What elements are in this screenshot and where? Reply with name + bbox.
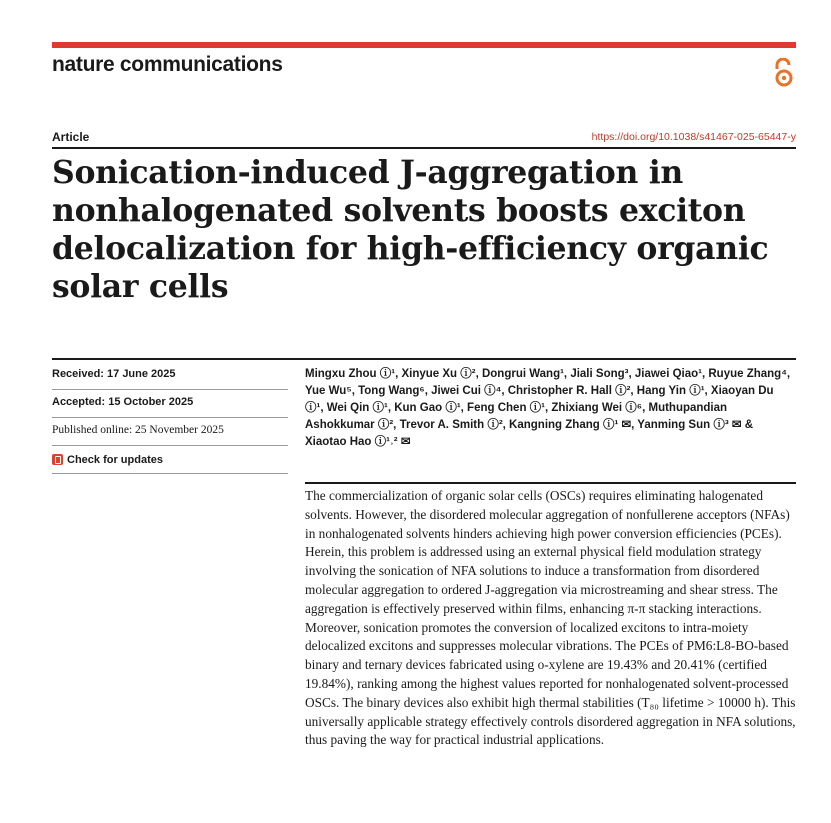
article-type: Article	[52, 130, 90, 144]
header-accent-bar	[52, 42, 796, 48]
doi-link[interactable]: https://doi.org/10.1038/s41467-025-65447-y	[591, 131, 796, 143]
divider	[52, 147, 796, 149]
check-updates-button[interactable]	[52, 446, 288, 474]
divider	[52, 358, 796, 360]
received-date: Received: 17 June 2025	[52, 362, 288, 390]
check-updates-label: Check for updates	[67, 453, 163, 466]
article-dates	[52, 362, 288, 474]
divider	[305, 482, 796, 484]
open-access-icon	[772, 58, 796, 88]
published-date: Published online: 25 November 2025	[52, 418, 288, 446]
check-updates-icon	[52, 454, 63, 465]
abstract: The commercialization of organic solar cells (OSCs) requires eliminating halogenated solvents. However, the disordered molecular aggregation of nonfullerene acceptors (NFAs) in nonhalogenated solvents hinders achieving high power conversion efficiencies (PCEs). Herein, this problem is addressed using an external physical field modulation strategy involving the sonication of NFA solutions to induce a transformation from disordered molecular aggregation to ordered J-aggregation via microstreaming and shear stress. The aggregation is effectively preserved within films, enhancing π-π stacking interactions. Moreover, sonication promotes the conversion of localized excitons to intra-moiety delocalized excitons and suppresses molecular vibrations. The PCEs of PM6:L8-BO-based binary and ternary devices fabricated using o-xylene are 19.43% and 20.41% (certified 19.84%), ranking among the highest values reported for nonhalogenated solvent-processed OSCs. The binary devices also exhibit high thermal stabilities (T₈₀ lifetime > 10000 h). This universally applicable strategy effectively controls disordered aggregation in NFA solutions, thus paving the way for practical industrial applications.	[305, 488, 796, 748]
accepted-date: Accepted: 15 October 2025	[52, 390, 288, 418]
journal-name[interactable]: nature communications	[52, 53, 283, 76]
article-title: Sonication-induced J-aggregation in nonhalogenated solvents boosts exciton delocalization for high-efficiency organic solar cells	[52, 154, 769, 305]
author-list: Mingxu Zhou ⓘ¹, Xinyue Xu ⓘ², Dongrui Wang¹, Jiali Song³, Jiawei Qiao¹, Ruyue Zhang⁴, Yue Wu⁵, Tong Wang⁶, Jiwei Cui ⓘ⁴, Christopher R. Hall ⓘ², Hang Yin ⓘ¹, Xiaoyan Du ⓘ¹, Wei Qin ⓘ¹, Kun Gao ⓘ¹, Feng Chen ⓘ¹, Zhixiang Wei ⓘ⁶, Muthupandian Ashokkumar ⓘ², Trevor A. Smith ⓘ², Kangning Zhang ⓘ¹ ✉, Yanming Sun ⓘ³ ✉ & Xiaotao Hao ⓘ¹˒² ✉	[305, 368, 791, 448]
